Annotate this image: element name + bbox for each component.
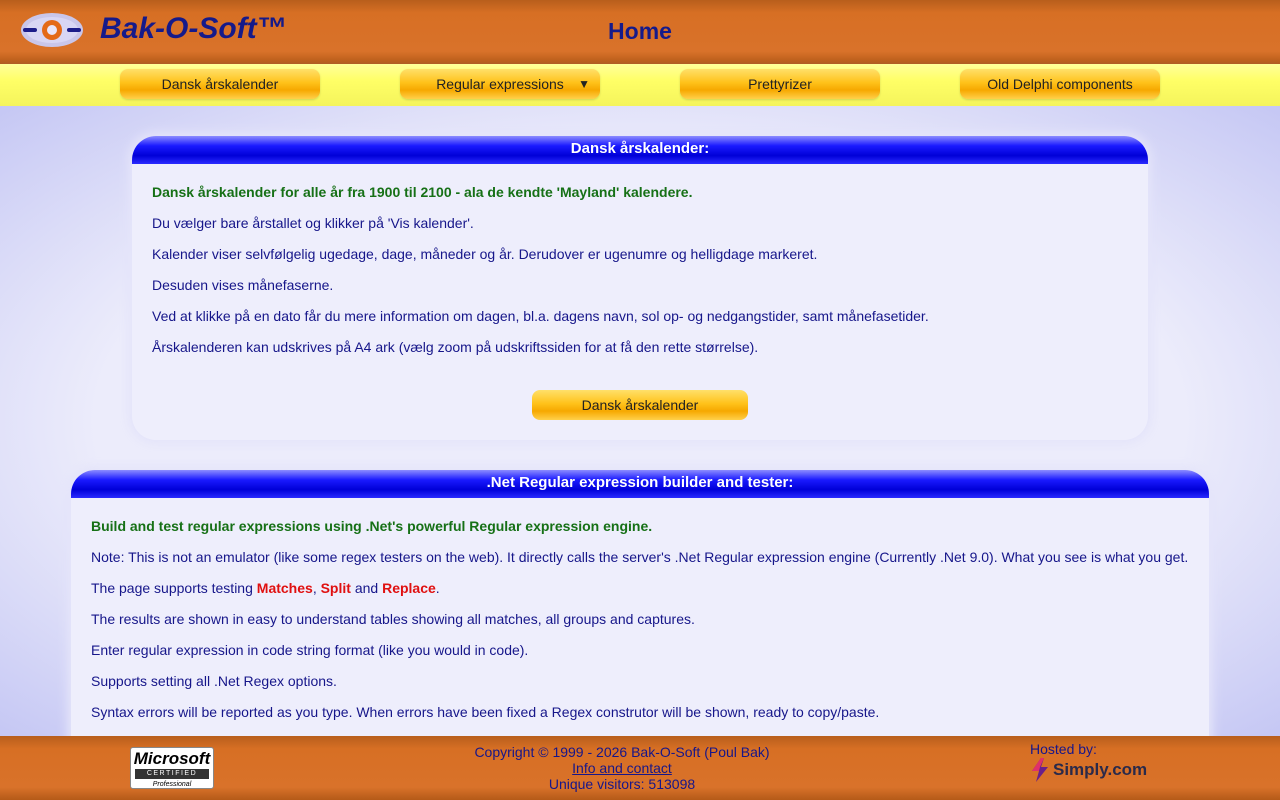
section-paragraph: Desuden vises månefaserne. [152, 277, 334, 293]
section-paragraph: Syntax errors will be reported as you type. When errors have been fixed a Regex construtor will be shown, ready to copy/paste. [91, 704, 880, 720]
section-paragraph: Ved at klikke på en dato får du mere information om dagen, bl.a. dagens navn, sol op- og nedgangstider, samt månefasetider. [152, 308, 929, 324]
page-title: Home [608, 18, 672, 44]
main-nav [0, 64, 1280, 106]
info-contact-link[interactable]: Info and contact [572, 760, 672, 776]
section-lead: Dansk årskalender for alle år fra 1900 til 2100 - ala de kendte 'Mayland' kalendere. [152, 184, 693, 200]
badge-line1: Microsoft [133, 749, 211, 768]
nav-item-dansk-arskalender[interactable] [120, 69, 320, 99]
nav-item-label: Regular expressions [436, 76, 564, 92]
split-highlight: Split [320, 580, 351, 596]
nav-item-label: Old Delphi components [987, 76, 1133, 92]
section-paragraph: Årskalenderen kan udskrives på A4 ark (vælg zoom på udskriftssiden for at få den rette størrelse). [152, 339, 759, 355]
hosted-by-label: Hosted by: [1030, 741, 1097, 757]
site-header [0, 0, 1280, 64]
section-supports-line [91, 580, 440, 596]
supports-comma: , [312, 580, 321, 596]
section-title: .Net Regular expression builder and tester: [71, 470, 1209, 498]
badge-line3: Professional [152, 781, 192, 788]
visitor-counter: Unique visitors: 513098 [548, 776, 696, 792]
supports-and: and [350, 580, 383, 596]
brand-name[interactable]: Bak-O-Soft™ [100, 12, 287, 45]
nav-item-label: Dansk årskalender [161, 76, 279, 92]
section-title: Dansk årskalender: [132, 136, 1148, 164]
open-calendar-button[interactable]: Dansk årskalender [532, 390, 748, 420]
section-paragraph: Enter regular expression in code string format (like you would in code). [91, 642, 529, 658]
simply-host-link[interactable] [1030, 758, 1147, 782]
matches-highlight: Matches [256, 580, 313, 596]
nav-item-old-delphi-components[interactable] [960, 69, 1160, 99]
section-paragraph: Supports setting all .Net Regex options. [91, 673, 337, 689]
nav-item-prettyrizer[interactable] [680, 69, 880, 99]
section-paragraph: The results are shown in easy to understand tables showing all matches, all groups and captures. [91, 611, 695, 627]
site-footer [0, 736, 1280, 800]
lightning-icon [1030, 758, 1050, 782]
supports-prefix: The page supports testing [91, 580, 257, 596]
host-name: Simply.com [1053, 760, 1148, 779]
dropdown-arrow-icon: ▼ [578, 77, 590, 91]
replace-highlight: Replace [382, 580, 436, 596]
section-note: Note: This is not an emulator (like some regex testers on the web). It directly calls the server's .Net Regular expression engine (Currently .Net 9.0). What you see is what you get. [91, 549, 1189, 565]
badge-line2: CERTIFIED [135, 769, 209, 779]
section-dansk-arskalender [132, 136, 1148, 440]
section-lead: Build and test regular expressions using .Net's powerful Regular expression engine. [91, 518, 653, 534]
section-paragraph: Du vælger bare årstallet og klikker på 'Vis kalender'. [152, 215, 474, 231]
supports-suffix: . [435, 580, 440, 596]
section-paragraph: Kalender viser selvfølgelig ugedage, dage, måneder og år. Derudover er ugenumre og helligdage markeret. [152, 246, 818, 262]
section-regex-tester [71, 470, 1209, 736]
nav-item-regular-expressions[interactable] [400, 69, 600, 99]
main-content[interactable] [0, 106, 1280, 736]
nav-item-label: Prettyrizer [748, 76, 812, 92]
copyright-text: Copyright © 1999 - 2026 Bak-O-Soft (Poul Bak) [474, 744, 770, 760]
